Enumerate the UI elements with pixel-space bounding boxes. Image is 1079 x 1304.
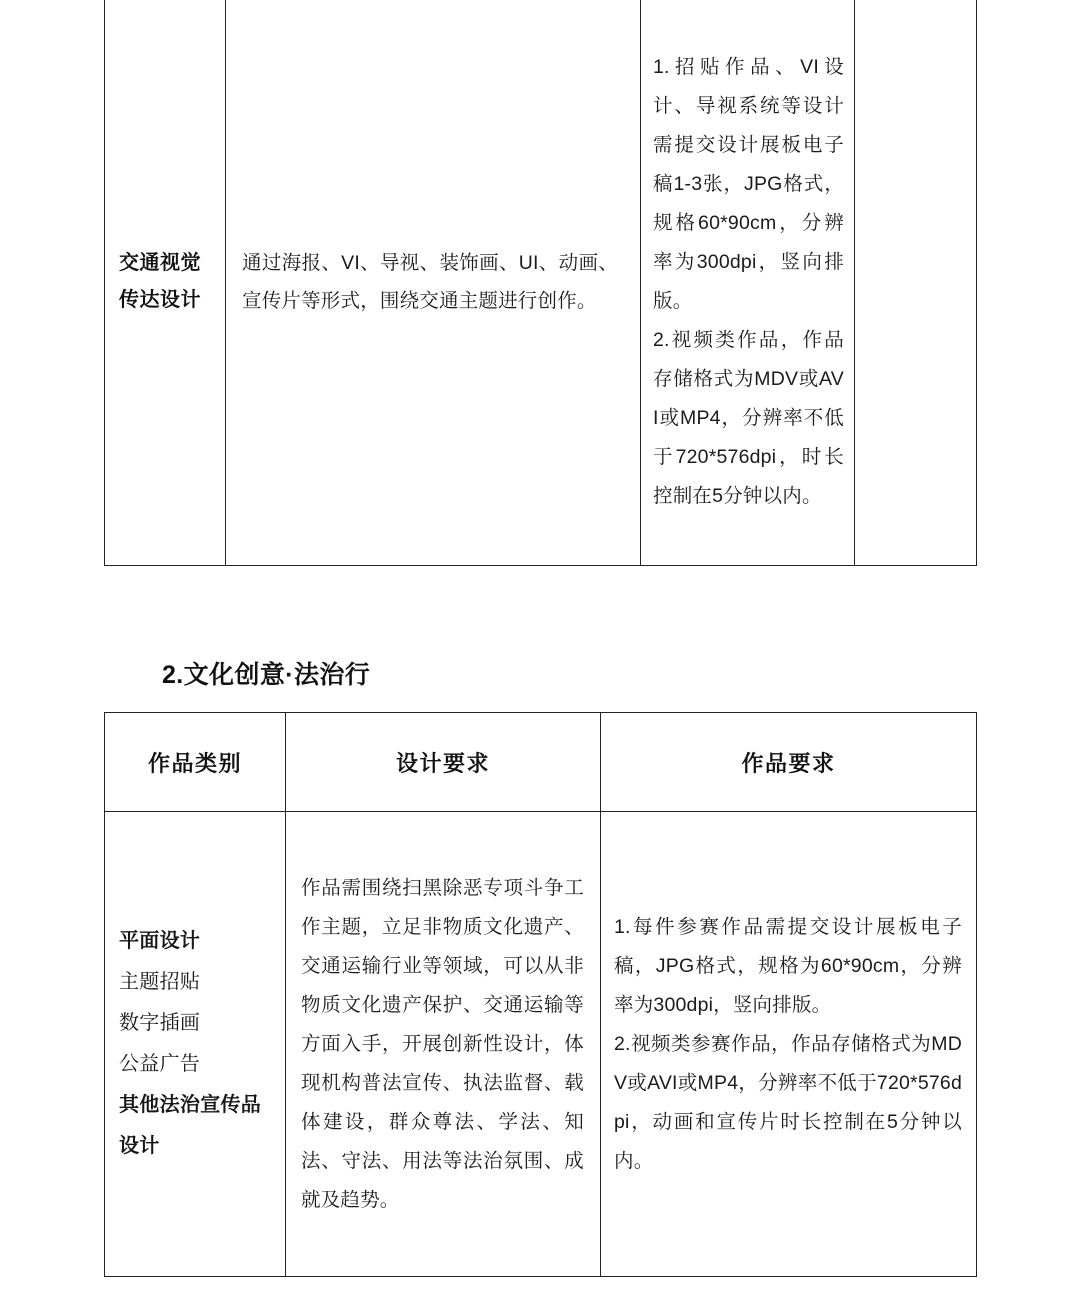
table-row [105,0,977,566]
header-label-work-requirement: 作品要求 [741,750,836,776]
culture-creative-rule-of-law-table [104,712,977,1277]
category-list-item: 数字插画 [119,1012,201,1034]
section-heading: 2.文化创意·法治行 [162,661,371,689]
category-list-item: 设计 [119,1135,160,1157]
table1-category-cell [105,0,226,566]
table2-work-requirement-cell [601,812,977,1277]
category-list-item: 主题招贴 [119,971,201,993]
header-label-category: 作品类别 [147,750,242,776]
header-cell-design-requirement [286,713,601,812]
header-cell-work-requirement [601,713,977,812]
table-row [105,812,977,1277]
category-line-1: 交通视觉 [119,252,201,274]
table1-work-requirement-cell [641,0,855,566]
empty-cell-text [855,276,976,288]
table2-category-cell [105,812,286,1277]
category-item-list [105,921,285,1167]
table1-empty-cell [855,0,977,566]
category-line-2: 传达设计 [119,289,201,311]
category-list-item: 平面设计 [119,930,201,952]
header-label-design-requirement: 设计要求 [395,750,490,776]
table1-design-requirement-cell [226,0,641,566]
category-list-item: 公益广告 [119,1053,201,1075]
work-requirement-item-1: 1.每件参赛作品需提交设计展板电子稿，JPG格式，规格为60*90cm，分辨率为300dpi，竖向排版。 [614,915,962,1016]
work-requirement-item-1: 1.招贴作品、VI设计、导视系统等设计需提交设计展板电子稿1-3张，JPG格式，规格60*90cm，分辨率为300dpi，竖向排版。 [653,56,844,312]
design-requirement-text: 作品需围绕扫黑除恶专项斗争工作主题，立足非物质文化遗产、交通运输行业等领域，可以从非物质文化遗产保护、交通运输等方面入手，开展创新性设计，体现机构普法宣传、执法监督、载体建设，群众尊法、学法、知法、守法、用法等法治氛围、成就及趋势。 [301,876,584,1211]
work-requirement-block [641,42,854,522]
category-label [105,245,225,319]
work-requirement-block [601,902,976,1187]
table-header-row [105,713,977,812]
category-list-item: 其他法治宣传品 [119,1094,262,1116]
work-requirement-item-2: 2.视频类参赛作品，作品存储格式为MDV或AVI或MP4，分辨率不低于720*576dpi，动画和宣传片时长控制在5分钟以内。 [614,1032,962,1172]
work-requirement-item-2: 2.视频类作品，作品存储格式为MDV或AVI或MP4，分辨率不低于720*576dpi，时长控制在5分钟以内。 [653,329,844,507]
header-cell-category [105,713,286,812]
design-requirement-text: 通过海报、VI、导视、装饰画、UI、动画、宣传片等形式，围绕交通主题进行创作。 [242,251,618,312]
transport-visual-design-table [104,0,977,566]
table2-design-requirement-cell [286,812,601,1277]
